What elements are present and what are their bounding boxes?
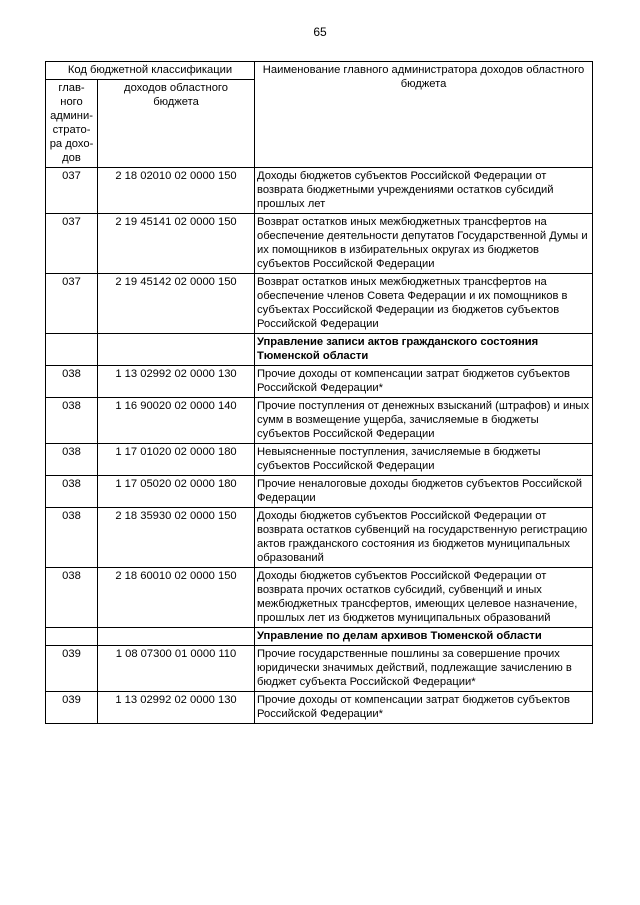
administrator-name-cell: Доходы бюджетов субъектов Российской Федерации от возврата прочих остатков субсидий, субвенций и иных межбюджетных трансфертов, имеющих целевое назначение, прошлых лет из бюджетов муниципальных образований (255, 568, 593, 628)
table-row (46, 168, 593, 214)
section-heading-cell: Управление записи актов гражданского состояния Тюменской области (255, 334, 593, 366)
admin-code-cell: 037 (46, 168, 98, 214)
table-body (46, 168, 593, 724)
income-code-cell: 1 08 07300 01 0000 110 (98, 646, 255, 692)
admin-code-cell: 037 (46, 214, 98, 274)
table-row (46, 444, 593, 476)
table-header-row-top (46, 62, 593, 80)
table-row (46, 214, 593, 274)
income-code-cell: 2 19 45142 02 0000 150 (98, 274, 255, 334)
income-code-cell: 1 17 01020 02 0000 180 (98, 444, 255, 476)
table-row (46, 274, 593, 334)
admin-code-cell: 038 (46, 476, 98, 508)
income-code-cell (98, 334, 255, 366)
administrator-name-cell: Прочие поступления от денежных взысканий (штрафов) и иных сумм в возмещение ущерба, зачисляемые в бюджеты субъектов Российской Федерации (255, 398, 593, 444)
admin-code-cell: 039 (46, 692, 98, 724)
page-number: 65 (313, 25, 327, 39)
administrator-name-cell: Доходы бюджетов субъектов Российской Федерации от возврата бюджетными учреждениями остатков субсидий прошлых лет (255, 168, 593, 214)
income-code-cell: 2 18 60010 02 0000 150 (98, 568, 255, 628)
administrator-name-cell: Доходы бюджетов субъектов Российской Федерации от возврата остатков субвенций на государственную регистрацию актов гражданского состояния из бюджетов муниципальных образований (255, 508, 593, 568)
income-code-cell: 2 19 45141 02 0000 150 (98, 214, 255, 274)
admin-code-cell: 038 (46, 568, 98, 628)
table-row (46, 476, 593, 508)
administrator-name-cell: Невыясненные поступления, зачисляемые в бюджеты субъектов Российской Федерации (255, 444, 593, 476)
table-row (46, 334, 593, 366)
income-code-cell: 1 13 02992 02 0000 130 (98, 692, 255, 724)
income-code-cell (98, 628, 255, 646)
administrator-name-cell: Прочие неналоговые доходы бюджетов субъектов Российской Федерации (255, 476, 593, 508)
admin-code-cell: 038 (46, 444, 98, 476)
administrator-name-cell: Прочие доходы от компенсации затрат бюджетов субъектов Российской Федерации* (255, 366, 593, 398)
table-row (46, 646, 593, 692)
administrator-name-cell: Возврат остатков иных межбюджетных трансфертов на обеспечение деятельности депутатов Государственной Думы и их помощников в избирательных округах из бюджетов субъектов Российской Федерации (255, 214, 593, 274)
header-code-column: доходов областного бюджета (98, 80, 255, 168)
admin-code-cell: 038 (46, 398, 98, 444)
table-row (46, 628, 593, 646)
header-admin-column: глав- ного админи- страто- ра дохо- дов (46, 80, 98, 168)
header-name-column: Наименование главного администратора доходов областного бюджета (255, 62, 593, 168)
income-code-cell: 1 13 02992 02 0000 130 (98, 366, 255, 398)
table-row (46, 508, 593, 568)
administrator-name-cell: Прочие государственные пошлины за совершение прочих юридически значимых действий, подлежащие зачислению в бюджет субъекта Российской Федерации* (255, 646, 593, 692)
admin-code-cell: 039 (46, 646, 98, 692)
table-row (46, 366, 593, 398)
income-code-cell: 2 18 02010 02 0000 150 (98, 168, 255, 214)
admin-code-cell: 038 (46, 366, 98, 398)
admin-code-cell: 038 (46, 508, 98, 568)
admin-code-cell (46, 334, 98, 366)
table-row (46, 692, 593, 724)
admin-code-cell: 037 (46, 274, 98, 334)
income-code-cell: 1 16 90020 02 0000 140 (98, 398, 255, 444)
header-classification: Код бюджетной классификации (46, 62, 255, 80)
income-code-cell: 2 18 35930 02 0000 150 (98, 508, 255, 568)
table-row (46, 568, 593, 628)
income-code-cell: 1 17 05020 02 0000 180 (98, 476, 255, 508)
administrator-name-cell: Возврат остатков иных межбюджетных трансфертов на обеспечение членов Совета Федерации и их помощников в субъектах Российской Федерации из бюджетов субъектов Российской Федерации (255, 274, 593, 334)
table-row (46, 398, 593, 444)
admin-code-cell (46, 628, 98, 646)
budget-classification-table (45, 61, 593, 724)
administrator-name-cell: Прочие доходы от компенсации затрат бюджетов субъектов Российской Федерации* (255, 692, 593, 724)
section-heading-cell: Управление по делам архивов Тюменской области (255, 628, 593, 646)
